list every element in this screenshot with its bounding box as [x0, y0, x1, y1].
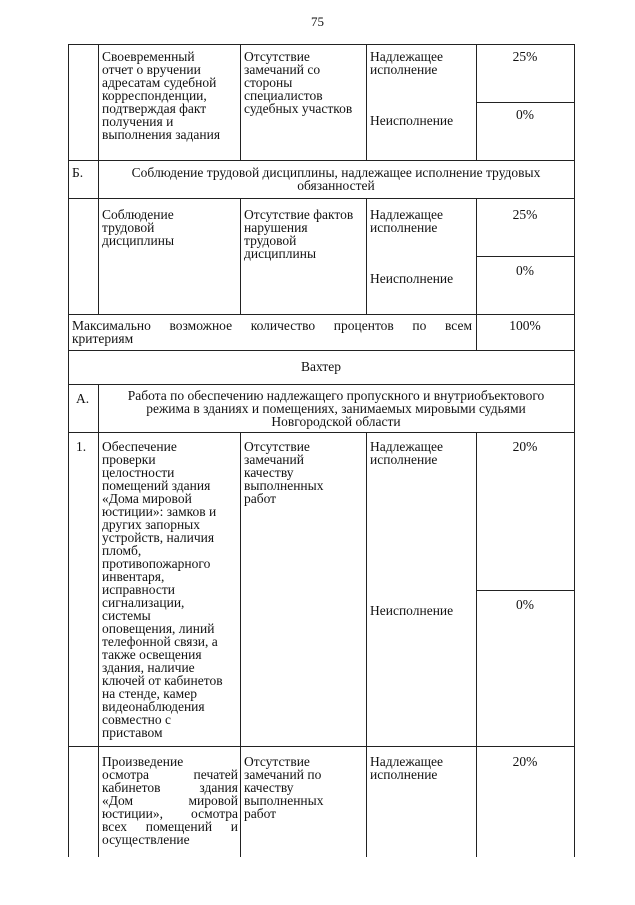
criterion-line: осмотра печатей: [102, 767, 238, 782]
position-title-watchman: Вахтер: [300, 359, 342, 374]
section-b-number: Б.: [72, 165, 84, 180]
non-execution-label: Неисполнение: [370, 603, 454, 618]
page-number: 75: [311, 14, 324, 29]
proper-execution-label: Надлежащее исполнение: [370, 754, 444, 782]
non-execution-value: 0%: [516, 597, 534, 612]
proper-execution-value: 20%: [512, 754, 538, 769]
criterion-labor-discipline: Соблюдение трудовой дисциплины: [102, 207, 175, 248]
indicator-no-remarks-quality: Отсутствие замечаний качеству выполненных работ: [244, 439, 324, 506]
indicator-no-remarks-quality: Отсутствие замечаний по качеству выполненных работ: [244, 754, 324, 821]
section-a-number: А.: [76, 391, 90, 406]
max-percent-label-line1: Максимально возможное количество процентов по всем: [72, 318, 472, 333]
row-number: 1.: [76, 439, 87, 454]
proper-execution-label: Надлежащее исполнение: [370, 49, 444, 77]
max-percent-value: 100%: [509, 318, 541, 333]
max-percent-label-line2: критериям: [72, 331, 134, 346]
criterion-line: всех помещений и: [102, 819, 238, 834]
section-b-title: Соблюдение трудовой дисциплины, надлежащее исполнение трудовых обязанностей: [131, 165, 541, 193]
criterion-seal-inspection: [102, 755, 238, 846]
proper-execution-value: 25%: [512, 49, 538, 64]
criterion-line: «Дом мировой: [102, 793, 238, 808]
non-execution-label: Неисполнение: [370, 271, 454, 286]
criterion-line: юстиции», осмотра: [102, 806, 238, 821]
non-execution-label: Неисполнение: [370, 113, 454, 128]
proper-execution-value: 25%: [512, 207, 538, 222]
non-execution-value: 0%: [516, 263, 534, 278]
proper-execution-value: 20%: [512, 439, 538, 454]
criterion-line: кабинетов здания: [102, 780, 238, 795]
section-a-title: Работа по обеспечению надлежащего пропускного и внутриобъектового режима в зданиях и помещениях, занимаемых мировыми судьями Новгородской области: [127, 388, 545, 429]
criterion-line: Произведение: [102, 754, 184, 769]
indicator-no-remarks-specialists: Отсутствие замечаний со стороны специалистов судебных участков: [244, 49, 353, 116]
proper-execution-label: Надлежащее исполнение: [370, 439, 444, 467]
criterion-timely-report: Своевременный отчет о вручении адресатам судебной корреспонденции, подтверждая факт получения и выполнения задания: [102, 49, 221, 142]
indicator-no-violations: Отсутствие фактов нарушения трудовой дисциплины: [244, 207, 354, 261]
non-execution-value: 0%: [516, 107, 534, 122]
criterion-line: осуществление: [102, 832, 190, 847]
proper-execution-label: Надлежащее исполнение: [370, 207, 444, 235]
criterion-building-check: Обеспечение проверки целостности помещений здания «Дома мировой юстиции»: замков и других запорных устройств, наличия пломб, противопожарного инвентаря, исправности сигнализации, системы оповещения, линий телефонной связи, а также освещения здания, наличие ключей от кабинетов на стенде, камер видеонаблюдения совместно с приставом: [102, 439, 223, 740]
